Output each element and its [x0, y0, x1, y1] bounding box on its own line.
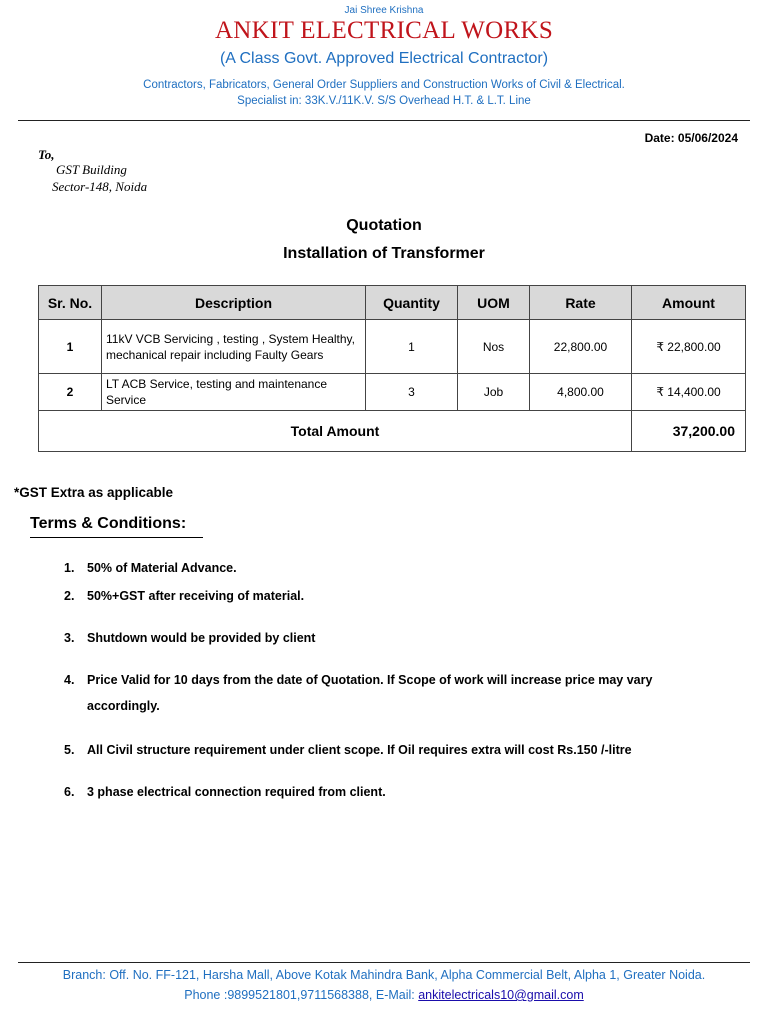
header-divider	[18, 120, 750, 121]
term-number: 6.	[64, 785, 75, 799]
term-number: 4.	[64, 673, 75, 687]
header-description: Description	[102, 286, 366, 320]
terms-title-underline	[30, 537, 203, 538]
term-number: 1.	[64, 561, 75, 575]
company-specialist: Specialist in: 33K.V./11K.V. S/S Overhead H.T. & L.T. Line	[237, 95, 531, 107]
term-text: Shutdown would be provided by client	[87, 631, 316, 645]
footer-contact	[0, 988, 768, 1002]
company-approval: (A Class Govt. Approved Electrical Contractor)	[219, 50, 549, 67]
gst-note: *GST Extra as applicable	[14, 485, 174, 500]
recipient-address-line-2: Sector-148, Noida	[52, 179, 148, 194]
table-header-row	[39, 286, 746, 320]
document-title: Quotation	[346, 217, 422, 234]
cell-uom: Nos	[458, 320, 530, 374]
footer-divider	[18, 962, 750, 963]
company-name: ANKIT ELECTRICAL WORKS	[214, 17, 554, 44]
term-text-continued: accordingly.	[87, 699, 160, 713]
company-services: Contractors, Fabricators, General Order Suppliers and Construction Works of Civil & Electrical.	[143, 79, 625, 91]
header-sr-no: Sr. No.	[39, 286, 102, 320]
quotation-date: Date: 05/06/2024	[644, 131, 738, 145]
cell-rate: 22,800.00	[530, 320, 632, 374]
cell-description: LT ACB Service, testing and maintenance Service	[102, 374, 366, 411]
term-text: All Civil structure requirement under client scope. If Oil requires extra will cost Rs.150 /-litre	[87, 743, 632, 757]
total-row	[39, 411, 746, 452]
total-value: 37,200.00	[632, 411, 746, 452]
cell-quantity: 3	[366, 374, 458, 411]
footer-branch-address: Branch: Off. No. FF-121, Harsha Mall, Above Kotak Mahindra Bank, Alpha Commercial Belt, Alpha 1, Greater Noida.	[62, 968, 706, 982]
term-number: 3.	[64, 631, 75, 645]
cell-description: 11kV VCB Servicing , testing , System Healthy, mechanical repair including Faulty Gears	[102, 320, 366, 374]
term-text: 3 phase electrical connection required from client.	[87, 785, 386, 799]
cell-amount: ₹ 14,400.00	[632, 374, 746, 411]
cell-quantity: 1	[366, 320, 458, 374]
header-uom: UOM	[458, 286, 530, 320]
terms-title: Terms & Conditions:	[30, 515, 187, 532]
footer-email-link[interactable]: ankitelectricals10@gmail.com	[418, 988, 584, 1002]
footer-phone: Phone :9899521801,9711568388, E-Mail:	[184, 988, 419, 1002]
document-subtitle: Installation of Transformer	[283, 245, 485, 262]
term-item	[64, 743, 704, 757]
letterhead-tagline: Jai Shree Krishna	[344, 5, 424, 16]
table-row	[39, 320, 746, 374]
cell-amount: ₹ 22,800.00	[632, 320, 746, 374]
term-text: Price Valid for 10 days from the date of Quotation. If Scope of work will increase price may vary	[87, 673, 653, 687]
header-rate: Rate	[530, 286, 632, 320]
quotation-table	[38, 285, 746, 452]
cell-rate: 4,800.00	[530, 374, 632, 411]
header-amount: Amount	[632, 286, 746, 320]
term-item	[64, 673, 704, 713]
cell-uom: Job	[458, 374, 530, 411]
table-row	[39, 374, 746, 411]
cell-sr-no: 2	[39, 374, 102, 411]
total-label: Total Amount	[39, 411, 632, 452]
term-text: 50%+GST after receiving of material.	[87, 589, 305, 603]
term-number: 2.	[64, 589, 75, 603]
term-item	[64, 631, 704, 645]
term-item	[64, 589, 704, 603]
term-number: 5.	[64, 743, 75, 757]
cell-sr-no: 1	[39, 320, 102, 374]
recipient-address-line-1: GST Building	[56, 162, 127, 177]
term-text: 50% of Material Advance.	[87, 561, 237, 575]
term-item	[64, 785, 704, 799]
term-item	[64, 561, 704, 575]
recipient-to-label: To,	[38, 147, 55, 162]
header-quantity: Quantity	[366, 286, 458, 320]
